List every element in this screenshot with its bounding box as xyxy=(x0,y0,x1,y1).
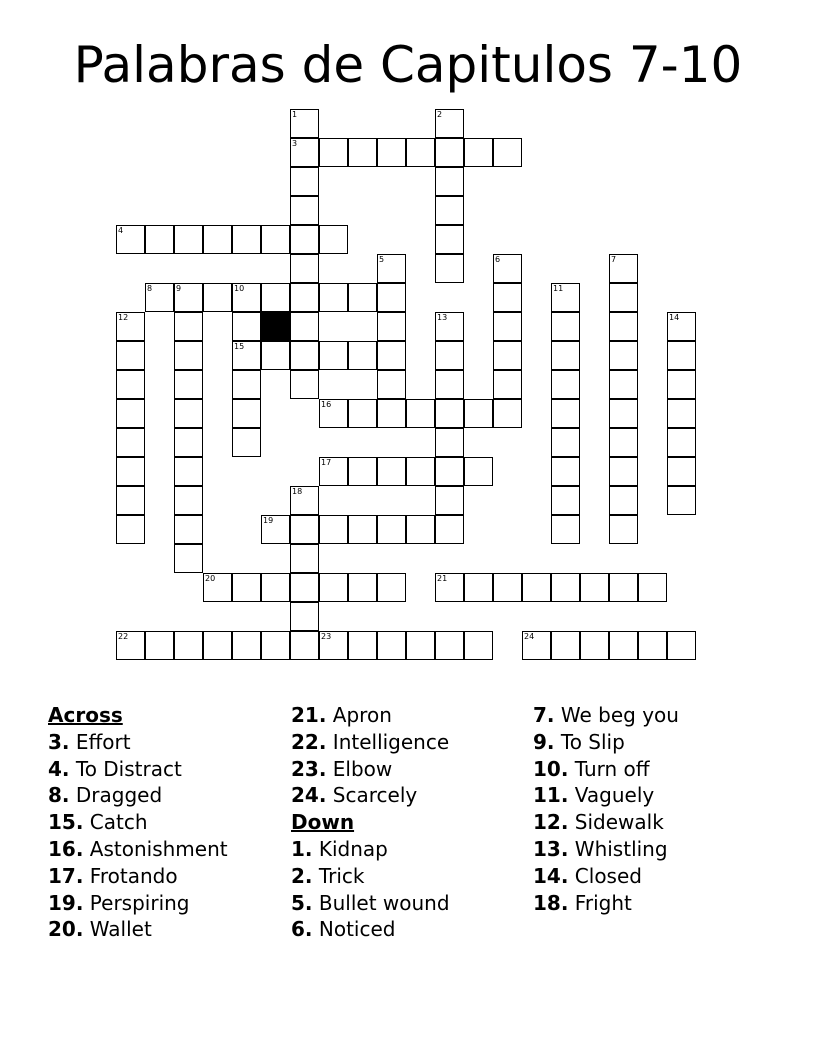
grid-cell[interactable] xyxy=(406,631,435,660)
grid-cell[interactable] xyxy=(377,457,406,486)
clue-text: Noticed xyxy=(312,917,396,942)
clue-text: Apron xyxy=(326,703,392,727)
grid-cell[interactable] xyxy=(406,457,435,486)
clue-number: 11. xyxy=(533,783,569,808)
across-clue xyxy=(48,756,228,783)
grid-cell[interactable] xyxy=(377,631,406,660)
grid-cell[interactable] xyxy=(174,283,203,312)
grid-cell[interactable] xyxy=(290,573,319,602)
grid-cell[interactable] xyxy=(377,312,406,341)
grid-cell[interactable] xyxy=(348,283,377,312)
across-heading: Across xyxy=(48,703,123,727)
grid-cell[interactable] xyxy=(435,370,464,399)
grid-cell[interactable] xyxy=(493,254,522,283)
grid-cell[interactable] xyxy=(348,573,377,602)
clue-text: Intelligence xyxy=(326,729,450,754)
grid-cell[interactable] xyxy=(580,573,609,602)
across-clue xyxy=(48,729,228,756)
clue-number: 20 xyxy=(205,574,216,583)
clue-number: 3. xyxy=(48,729,70,754)
clue-number: 21. xyxy=(291,703,327,727)
across-clue xyxy=(291,702,450,729)
clue-number: 15 xyxy=(234,342,245,351)
grid-cell[interactable] xyxy=(493,283,522,312)
clues-column-3 xyxy=(533,702,679,916)
grid-cell[interactable] xyxy=(116,312,145,341)
grid-cell[interactable] xyxy=(609,312,638,341)
grid-cell[interactable] xyxy=(435,486,464,515)
grid-cell[interactable] xyxy=(203,573,232,602)
clue-number: 12 xyxy=(118,313,129,322)
grid-cell[interactable] xyxy=(290,370,319,399)
clue-number: 9. xyxy=(533,729,555,754)
grid-cell[interactable] xyxy=(435,399,464,428)
clue-text: Frotando xyxy=(83,863,178,888)
down-clue xyxy=(291,916,450,943)
clue-text: To Slip xyxy=(554,729,625,754)
across-clue xyxy=(48,782,228,809)
down-heading: Down xyxy=(291,810,355,835)
grid-cell[interactable] xyxy=(551,341,580,370)
grid-cell[interactable] xyxy=(319,138,348,167)
clue-number: 15. xyxy=(48,810,84,835)
grid-cell[interactable] xyxy=(116,399,145,428)
clue-number: 23 xyxy=(321,632,332,641)
grid-cell[interactable] xyxy=(232,283,261,312)
grid-cell[interactable] xyxy=(116,428,145,457)
clue-text: Scarcely xyxy=(326,783,418,808)
grid-cell[interactable] xyxy=(493,312,522,341)
grid-cell[interactable] xyxy=(435,225,464,254)
grid-cell[interactable] xyxy=(319,225,348,254)
grid-cell[interactable] xyxy=(551,312,580,341)
grid-cell[interactable] xyxy=(174,341,203,370)
clue-number: 5 xyxy=(379,255,385,264)
clue-number: 3 xyxy=(292,139,298,148)
clue-number: 22 xyxy=(118,632,129,641)
clue-number: 16 xyxy=(321,400,332,409)
grid-cell[interactable] xyxy=(348,631,377,660)
grid-cell[interactable] xyxy=(174,370,203,399)
grid-cell[interactable] xyxy=(551,370,580,399)
grid-cell[interactable] xyxy=(290,283,319,312)
grid-cell[interactable] xyxy=(261,573,290,602)
grid-cell[interactable] xyxy=(609,370,638,399)
grid-cell[interactable] xyxy=(609,428,638,457)
grid-cell[interactable] xyxy=(174,312,203,341)
grid-cell[interactable] xyxy=(580,631,609,660)
grid-cell[interactable] xyxy=(174,225,203,254)
grid-cell[interactable] xyxy=(261,515,290,544)
grid-cell[interactable] xyxy=(609,486,638,515)
grid-cell[interactable] xyxy=(261,225,290,254)
grid-cell[interactable] xyxy=(261,631,290,660)
grid-cell[interactable] xyxy=(493,370,522,399)
clue-number: 7 xyxy=(611,255,617,264)
grid-cell[interactable] xyxy=(348,138,377,167)
grid-cell[interactable] xyxy=(667,399,696,428)
grid-cell[interactable] xyxy=(609,631,638,660)
grid-cell[interactable] xyxy=(116,457,145,486)
grid-cell[interactable] xyxy=(290,225,319,254)
grid-cell[interactable] xyxy=(493,399,522,428)
grid-cell[interactable] xyxy=(232,573,261,602)
grid-cell[interactable] xyxy=(464,399,493,428)
clue-text: Perspiring xyxy=(83,890,190,915)
grid-cell[interactable] xyxy=(232,312,261,341)
grid-cell[interactable] xyxy=(203,225,232,254)
grid-cell[interactable] xyxy=(174,486,203,515)
across-clue xyxy=(48,863,228,890)
grid-cell[interactable] xyxy=(493,573,522,602)
grid-cell[interactable] xyxy=(435,254,464,283)
grid-cell[interactable] xyxy=(551,573,580,602)
grid-cell[interactable] xyxy=(435,457,464,486)
grid-cell[interactable] xyxy=(435,631,464,660)
grid-cell[interactable] xyxy=(116,370,145,399)
grid-cell[interactable] xyxy=(348,515,377,544)
clue-text: Dragged xyxy=(69,783,163,808)
clue-text: Astonishment xyxy=(83,836,228,861)
clue-number: 5. xyxy=(291,890,313,915)
grid-cell[interactable] xyxy=(290,196,319,225)
grid-cell[interactable] xyxy=(261,341,290,370)
grid-cell[interactable] xyxy=(319,341,348,370)
grid-cell[interactable] xyxy=(203,631,232,660)
grid-cell[interactable] xyxy=(406,138,435,167)
grid-cell[interactable] xyxy=(116,486,145,515)
grid-cell[interactable] xyxy=(290,167,319,196)
down-clue xyxy=(533,756,679,783)
grid-cell[interactable] xyxy=(261,283,290,312)
grid-cell[interactable] xyxy=(435,341,464,370)
grid-cell[interactable] xyxy=(174,428,203,457)
grid-cell[interactable] xyxy=(435,167,464,196)
clue-number: 21 xyxy=(437,574,448,583)
grid-cell[interactable] xyxy=(232,631,261,660)
grid-cell[interactable] xyxy=(435,109,464,138)
grid-cell[interactable] xyxy=(551,486,580,515)
clue-number: 20. xyxy=(48,917,84,942)
grid-cell[interactable] xyxy=(203,283,232,312)
across-clue xyxy=(291,756,450,783)
grid-cell[interactable] xyxy=(377,283,406,312)
clue-number: 2. xyxy=(291,863,313,888)
clue-number: 6. xyxy=(291,917,313,942)
clue-number: 10 xyxy=(234,284,245,293)
across-clue xyxy=(48,890,228,917)
clue-text: Elbow xyxy=(326,756,393,781)
down-clue xyxy=(533,782,679,809)
grid-cell[interactable] xyxy=(551,399,580,428)
across-clue xyxy=(48,916,228,943)
grid-cell[interactable] xyxy=(406,399,435,428)
clue-number: 8 xyxy=(147,284,153,293)
clue-number: 1. xyxy=(291,836,313,861)
grid-cell[interactable] xyxy=(667,370,696,399)
clue-number: 2 xyxy=(437,110,443,119)
grid-cell[interactable] xyxy=(290,109,319,138)
clue-number: 19. xyxy=(48,890,84,915)
grid-cell[interactable] xyxy=(522,573,551,602)
grid-cell[interactable] xyxy=(174,457,203,486)
grid-cell[interactable] xyxy=(667,457,696,486)
grid-cell[interactable] xyxy=(609,457,638,486)
grid-cell[interactable] xyxy=(638,631,667,660)
black-cell xyxy=(261,312,290,341)
grid-cell[interactable] xyxy=(435,312,464,341)
clue-text: Fright xyxy=(568,890,632,915)
grid-cell[interactable] xyxy=(116,341,145,370)
clue-number: 14. xyxy=(533,863,569,888)
grid-cell[interactable] xyxy=(319,283,348,312)
clue-number: 18. xyxy=(533,890,569,915)
grid-cell[interactable] xyxy=(377,573,406,602)
clue-number: 16. xyxy=(48,836,84,861)
grid-cell[interactable] xyxy=(290,486,319,515)
clue-number: 13. xyxy=(533,836,569,861)
grid-cell[interactable] xyxy=(116,225,145,254)
grid-cell[interactable] xyxy=(348,341,377,370)
grid-cell[interactable] xyxy=(435,138,464,167)
grid-cell[interactable] xyxy=(377,515,406,544)
grid-cell[interactable] xyxy=(377,138,406,167)
across-clue xyxy=(48,836,228,863)
grid-cell[interactable] xyxy=(667,631,696,660)
grid-cell[interactable] xyxy=(377,341,406,370)
clue-number: 23. xyxy=(291,756,327,781)
clue-text: Trick xyxy=(312,863,365,888)
grid-cell[interactable] xyxy=(464,457,493,486)
clue-text: Bullet wound xyxy=(312,890,450,915)
clue-number: 12. xyxy=(533,810,569,835)
grid-cell[interactable] xyxy=(609,341,638,370)
clue-text: Closed xyxy=(568,863,642,888)
grid-cell[interactable] xyxy=(319,631,348,660)
grid-cell[interactable] xyxy=(232,399,261,428)
clue-number: 24. xyxy=(291,783,327,808)
grid-cell[interactable] xyxy=(290,515,319,544)
grid-cell[interactable] xyxy=(551,428,580,457)
grid-cell[interactable] xyxy=(290,341,319,370)
down-clue xyxy=(291,890,450,917)
clue-number: 4. xyxy=(48,756,70,781)
grid-cell[interactable] xyxy=(116,631,145,660)
grid-cell[interactable] xyxy=(464,573,493,602)
grid-cell[interactable] xyxy=(377,399,406,428)
grid-cell[interactable] xyxy=(609,254,638,283)
down-clue xyxy=(291,863,450,890)
grid-cell[interactable] xyxy=(174,515,203,544)
grid-cell[interactable] xyxy=(348,457,377,486)
down-clue xyxy=(533,890,679,917)
across-clue xyxy=(48,809,228,836)
grid-cell[interactable] xyxy=(435,428,464,457)
grid-cell[interactable] xyxy=(435,573,464,602)
clue-text: Catch xyxy=(83,810,148,835)
clue-text: Wallet xyxy=(83,917,152,942)
grid-cell[interactable] xyxy=(174,399,203,428)
clues-column-1 xyxy=(48,702,228,943)
grid-cell[interactable] xyxy=(348,399,377,428)
grid-cell[interactable] xyxy=(609,515,638,544)
clue-number: 19 xyxy=(263,516,274,525)
grid-cell[interactable] xyxy=(464,138,493,167)
grid-cell[interactable] xyxy=(232,428,261,457)
grid-cell[interactable] xyxy=(145,631,174,660)
grid-cell[interactable] xyxy=(290,544,319,573)
grid-cell[interactable] xyxy=(609,399,638,428)
grid-cell[interactable] xyxy=(232,370,261,399)
grid-cell[interactable] xyxy=(406,515,435,544)
clues-column-2 xyxy=(291,702,450,943)
grid-cell[interactable] xyxy=(667,428,696,457)
grid-cell[interactable] xyxy=(667,341,696,370)
clue-number: 7. xyxy=(533,703,555,727)
clue-text: Sidewalk xyxy=(568,810,664,835)
grid-cell[interactable] xyxy=(377,370,406,399)
grid-cell[interactable] xyxy=(667,312,696,341)
clue-number: 13 xyxy=(437,313,448,322)
clue-number: 9 xyxy=(176,284,182,293)
clue-number: 14 xyxy=(669,313,680,322)
clue-number: 6 xyxy=(495,255,501,264)
grid-cell[interactable] xyxy=(435,196,464,225)
grid-cell[interactable] xyxy=(116,515,145,544)
grid-cell[interactable] xyxy=(551,457,580,486)
down-clue xyxy=(533,729,679,756)
across-clue xyxy=(291,729,450,756)
clue-number: 8. xyxy=(48,783,70,808)
clue-number: 18 xyxy=(292,487,303,496)
grid-cell[interactable] xyxy=(638,573,667,602)
grid-cell[interactable] xyxy=(145,283,174,312)
grid-cell[interactable] xyxy=(522,631,551,660)
grid-cell[interactable] xyxy=(319,399,348,428)
grid-cell[interactable] xyxy=(493,341,522,370)
grid-cell[interactable] xyxy=(319,457,348,486)
grid-cell[interactable] xyxy=(319,515,348,544)
grid-cell[interactable] xyxy=(551,631,580,660)
grid-cell[interactable] xyxy=(232,225,261,254)
page-title: Palabras de Capitulos 7-10 xyxy=(73,36,743,94)
clue-number: 17. xyxy=(48,863,84,888)
grid-cell[interactable] xyxy=(290,602,319,631)
grid-cell[interactable] xyxy=(319,573,348,602)
grid-cell[interactable] xyxy=(290,312,319,341)
clue-number: 4 xyxy=(118,226,124,235)
down-clue xyxy=(533,809,679,836)
clue-text: To Distract xyxy=(69,756,182,781)
down-clue xyxy=(533,863,679,890)
clue-number: 24 xyxy=(524,632,535,641)
down-clue xyxy=(533,702,679,729)
grid-cell[interactable] xyxy=(609,573,638,602)
grid-cell[interactable] xyxy=(435,515,464,544)
grid-cell[interactable] xyxy=(145,225,174,254)
grid-cell[interactable] xyxy=(551,283,580,312)
clue-number: 22. xyxy=(291,729,327,754)
grid-cell[interactable] xyxy=(290,138,319,167)
grid-cell[interactable] xyxy=(464,631,493,660)
clue-number: 1 xyxy=(292,110,298,119)
down-clue xyxy=(533,836,679,863)
grid-cell[interactable] xyxy=(290,631,319,660)
grid-cell[interactable] xyxy=(290,254,319,283)
grid-cell[interactable] xyxy=(667,486,696,515)
grid-cell[interactable] xyxy=(609,283,638,312)
clue-text: Vaguely xyxy=(568,783,655,808)
clue-number: 17 xyxy=(321,458,332,467)
grid-cell[interactable] xyxy=(174,631,203,660)
grid-cell[interactable] xyxy=(551,515,580,544)
grid-cell[interactable] xyxy=(377,254,406,283)
clue-text: Effort xyxy=(69,729,131,754)
clue-number: 10. xyxy=(533,756,569,781)
grid-cell[interactable] xyxy=(174,544,203,573)
grid-cell[interactable] xyxy=(493,138,522,167)
clue-text: We beg you xyxy=(554,703,679,727)
clue-number: 11 xyxy=(553,284,564,293)
clue-text: Kidnap xyxy=(312,836,388,861)
clue-text: Whistling xyxy=(568,836,668,861)
across-clue xyxy=(291,782,450,809)
down-clue xyxy=(291,836,450,863)
clue-text: Turn off xyxy=(568,756,650,781)
grid-cell[interactable] xyxy=(232,341,261,370)
